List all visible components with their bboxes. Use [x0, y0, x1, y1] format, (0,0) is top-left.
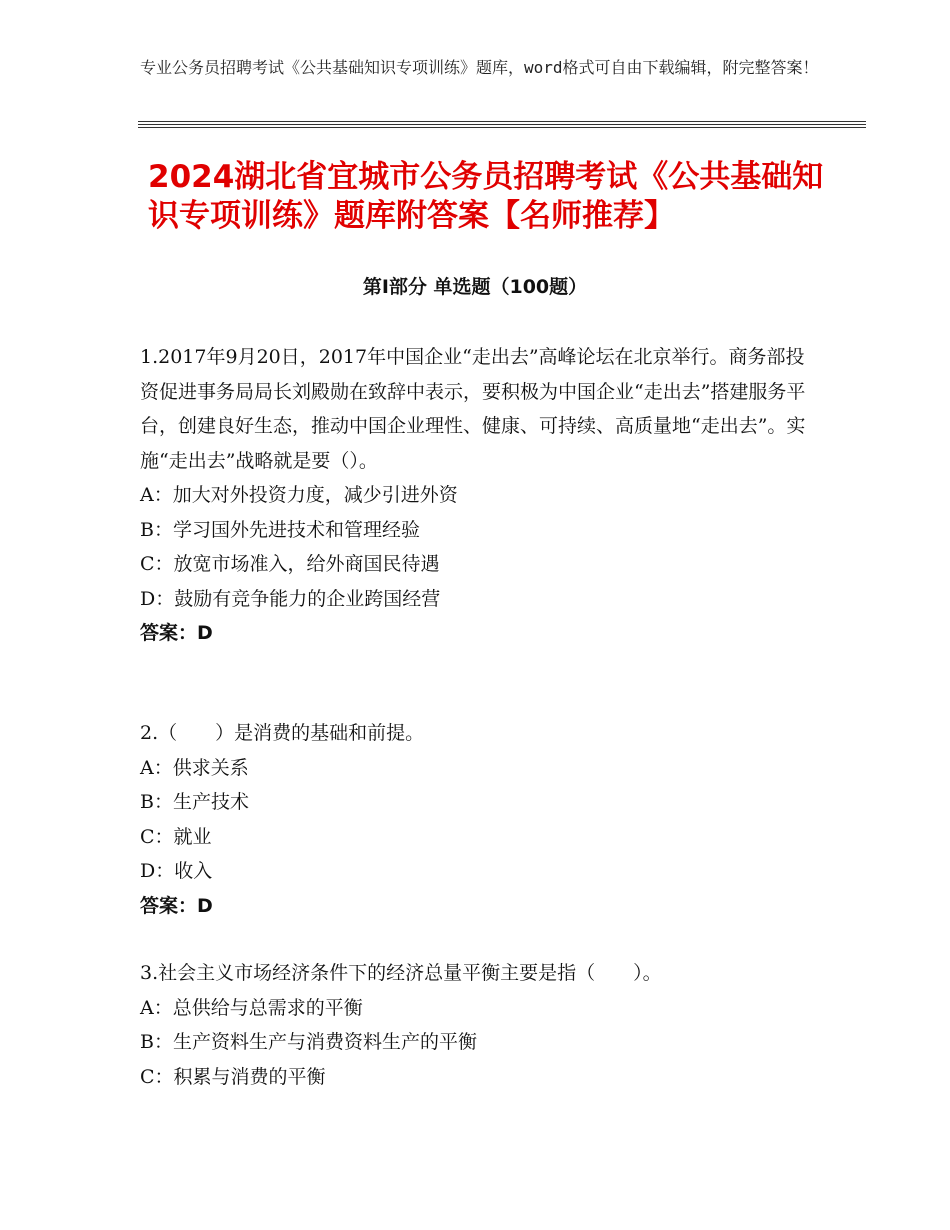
section-title: 第Ⅰ部分 单选题（100题）: [362, 276, 588, 298]
question-stem: 1.2017年9月20日，2017年中国企业“走出去”高峰论坛在北京举行。商务部投资促进事务局局长刘殿勋在致辞中表示，要积极为中国企业“走出去”搭建服务平台，创建良好生态，推动中国企业理性、健康、可持续、高质量地“走出去”。实施“走出去”战略就是要（）。: [140, 346, 806, 472]
question-item: [140, 956, 820, 1094]
question-item: [140, 716, 820, 923]
question-option: B：生产资料生产与消费资料生产的平衡: [140, 1031, 477, 1053]
question-option: D：鼓励有竞争能力的企业跨国经营: [140, 587, 441, 610]
question-answer: 答案：D: [140, 894, 213, 917]
question-option: D：收入: [140, 860, 213, 882]
question-answer: 答案：D: [140, 622, 213, 644]
question-item: [140, 340, 820, 651]
question-option: B：生产技术: [140, 791, 249, 813]
question-option: B：学习国外先进技术和管理经验: [140, 518, 420, 541]
question-option: A：供求关系: [140, 756, 249, 779]
question-stem: 2.（ ）是消费的基础和前提。: [140, 722, 425, 744]
question-stem: 3.社会主义市场经济条件下的经济总量平衡主要是指（ ）。: [140, 962, 662, 984]
header-divider: [138, 124, 866, 125]
question-option: A：加大对外投资力度，减少引进外资: [140, 484, 458, 506]
header-note: 专业公务员招聘考试《公共基础知识专项训练》题库，word格式可自由下载编辑，附完整答案！: [140, 58, 819, 77]
question-option: C：积累与消费的平衡: [140, 1065, 326, 1088]
question-option: C：就业: [140, 825, 212, 848]
header-divider: [138, 127, 866, 128]
question-option: A：总供给与总需求的平衡: [140, 996, 363, 1019]
question-option: C：放宽市场准入，给外商国民待遇: [140, 553, 440, 575]
header-divider: [138, 121, 866, 122]
document-title: 2024湖北省宜城市公务员招聘考试《公共基础知识专项训练》题库附答案【名师推荐】: [148, 159, 824, 234]
